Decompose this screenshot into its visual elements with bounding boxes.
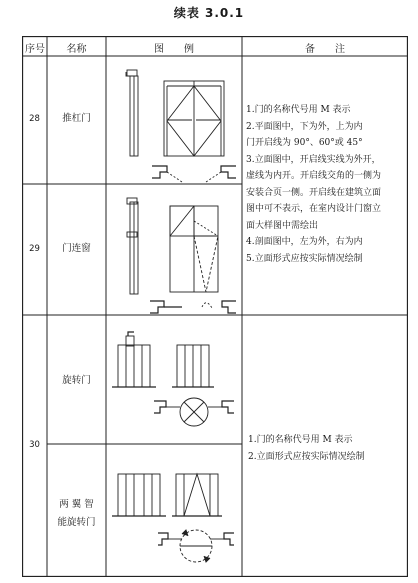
- push-bar-door-figure: [126, 70, 236, 182]
- door-with-window-figure: [127, 198, 236, 313]
- row-index-30: 30: [29, 440, 40, 450]
- two-wing-revolving-door-figure: [112, 474, 234, 562]
- remarks-revolving-door: 1.门的名称代号用 M 表示 2.立面形式应按实际情况绘制: [248, 435, 365, 462]
- row-name-revolving-door: 旋转门: [62, 375, 91, 386]
- table-title: 续表 3.0.1: [173, 6, 245, 20]
- header-remark: 备 注: [305, 44, 345, 55]
- row-index-29: 29: [29, 244, 40, 254]
- header-index: 序号: [25, 44, 45, 55]
- row-name-push-bar-door: 推杠门: [62, 113, 91, 124]
- header-figure: 图 例: [154, 44, 194, 55]
- remarks-door-basic: 1.门的名称代号用 M 表示 2.平面图中，下为外，上为内 门开启线为 90°、60°或 45° 3.立面图中，开启线实线为外开， 虚线为内开。开启线交角的一侧为 安装合页一侧。开启线在建筑立面 图中可不表示，在室内设计门窗立 面大样图中需绘出 4.剖面图中，左为外，右为内 5.立面形式应按实际情况绘制: [246, 105, 382, 264]
- legend-table: [22, 36, 408, 577]
- row-name-two-wing-revolving-door: 两 翼 智 能旋转门: [57, 499, 96, 528]
- row-index-28: 28: [29, 114, 40, 124]
- revolving-door-figure: [112, 332, 234, 426]
- row-name-door-with-window: 门连窗: [62, 243, 91, 254]
- header-name: 名称: [66, 44, 87, 55]
